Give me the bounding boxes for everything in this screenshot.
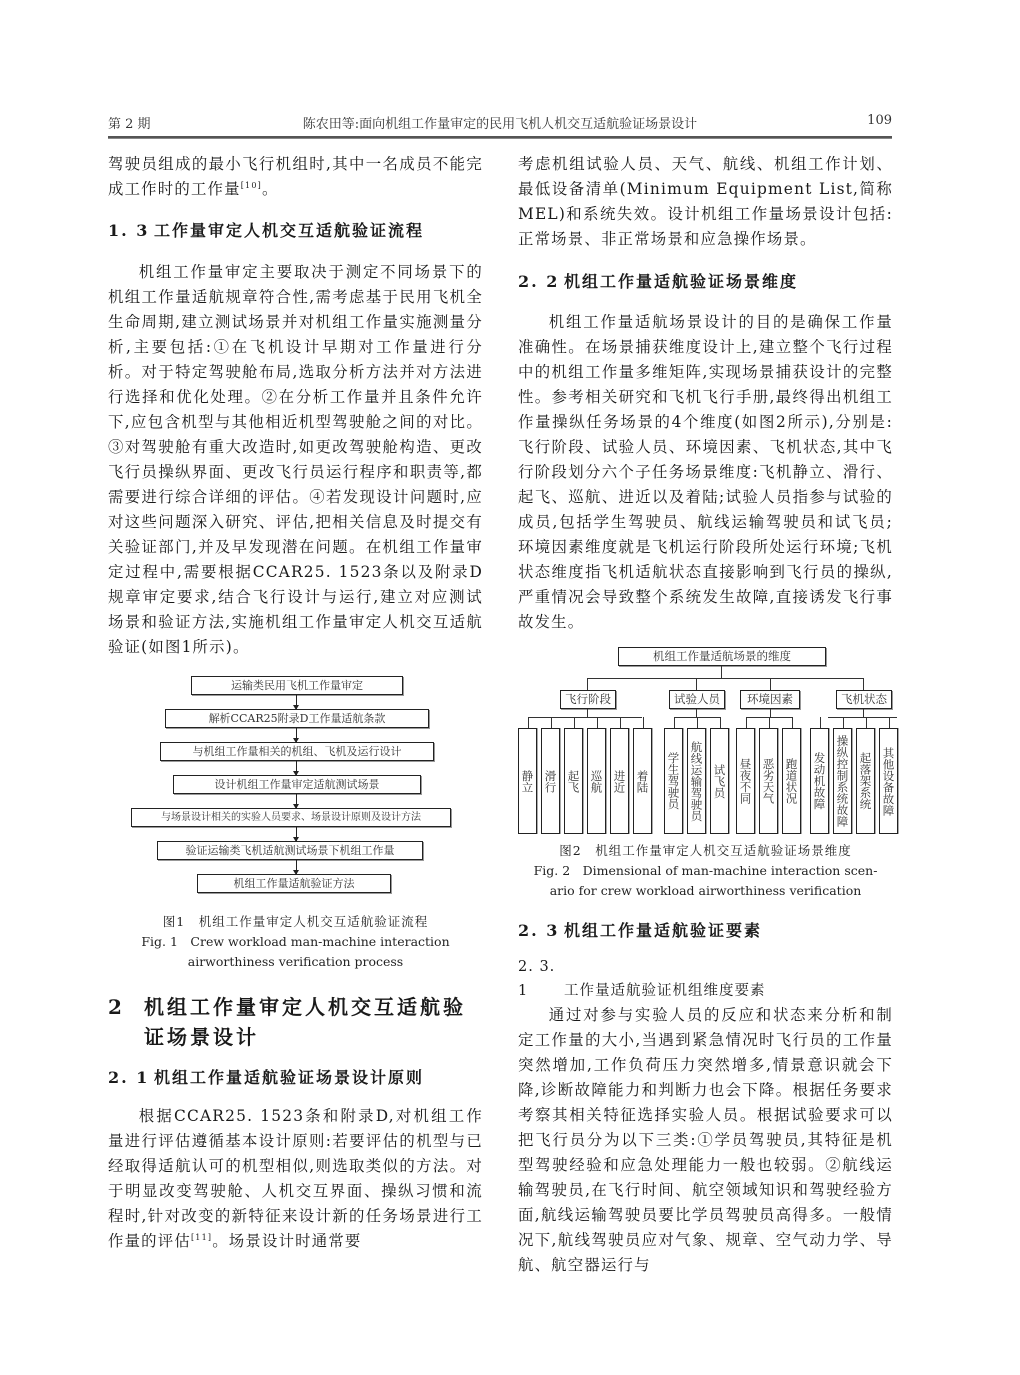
figure-2-tree-diagram bbox=[518, 647, 896, 839]
connector bbox=[587, 678, 863, 679]
tree-leaf bbox=[664, 728, 683, 834]
paragraph bbox=[108, 1104, 483, 1254]
citation: [10] bbox=[240, 181, 262, 190]
flow-arrow bbox=[296, 827, 297, 841]
section-title: 机组工作量适航验证场景设计原则 bbox=[154, 1068, 425, 1087]
running-header bbox=[108, 113, 892, 135]
section-heading-2-2 bbox=[518, 270, 893, 294]
connector bbox=[587, 709, 588, 717]
running-title: 陈农田等:面向机组工作量审定的民用飞机人机交互适航验证场景设计 bbox=[302, 117, 698, 132]
paragraph bbox=[108, 152, 483, 202]
connector bbox=[828, 717, 897, 718]
connector bbox=[696, 709, 697, 717]
page-number: 109 bbox=[867, 113, 892, 128]
connector bbox=[866, 717, 867, 728]
connector bbox=[746, 717, 747, 728]
tree-leaf-label: 滑行 bbox=[543, 769, 558, 793]
tree-leaf-label: 学生驾驶员 bbox=[666, 752, 681, 810]
tree-leaf bbox=[879, 728, 898, 834]
section-title: 工作量适航验证机组维度要素 bbox=[564, 983, 766, 999]
connector bbox=[820, 717, 821, 728]
tree-group-test-personnel: 试验人员 bbox=[669, 690, 725, 709]
connector bbox=[843, 717, 844, 728]
flow-arrow bbox=[296, 794, 297, 808]
tree-leaf-label: 其他设备故障 bbox=[881, 746, 896, 816]
paragraph-text: 根据CCAR25. 1523条和附录D,对机组工作量进行评估遵循基本设计原则:若要评估的机型与已经取得适航认可的机型相似,则选取类似的方法。对于明显改变驾驶舱、人机交互界面、操纵习惯和流程时,针对改变的新特征来设计新的任务场景进行工作量的评估 bbox=[108, 1107, 483, 1250]
flow-step-4: 设计机组工作量审定适航测试场景 bbox=[173, 775, 421, 794]
connector bbox=[597, 717, 598, 728]
section-title: 工作量审定人机交互适航验证流程 bbox=[154, 221, 425, 240]
paragraph: 通过对参与实验人员的反应和状态来分析和制定工作量的大小,当遇到紧急情况时飞行员的工作量突然增加,工作负荷压力突然增多,情景意识就会下降,诊断故障能力和判断力也会下降。根据任务要求考察其相关特征选择实验人员。根据试验要求可以把飞行员分为以下三类:①学员驾驶员,其特征是机型驾驶经验和应急处理能力一般也较弱。②航线运输驾驶员,在飞行时间、航空领域知识和驾驶经验方面,航线运输驾驶员要比学员驾驶员高得多。一般情况下,航线驾驶员应对气象、规章、空气动力学、导航、航空器运行与 bbox=[518, 1006, 893, 1274]
tree-leaf-label: 试飞员 bbox=[712, 763, 727, 799]
connector bbox=[620, 717, 621, 728]
flow-step-2: 解析CCAR25附录D工作量适航条款 bbox=[165, 709, 429, 728]
section-title: 机组工作量适航验证场景维度 bbox=[564, 272, 799, 291]
tree-leaf bbox=[782, 728, 801, 834]
tree-group-flight-phase: 飞行阶段 bbox=[560, 690, 616, 709]
issue-label: 第 2 期 bbox=[108, 117, 151, 132]
section-number: 2 bbox=[108, 995, 125, 1019]
section-title: 机组工作量适航验证要素 bbox=[564, 921, 763, 940]
connector bbox=[528, 717, 642, 718]
connector bbox=[863, 709, 864, 717]
paragraph-text: 。场景设计时通常要 bbox=[212, 1232, 362, 1250]
tree-leaf bbox=[736, 728, 755, 834]
tree-leaf bbox=[687, 728, 706, 834]
tree-leaf bbox=[518, 728, 537, 834]
paragraph-text: 。 bbox=[261, 180, 279, 198]
connector bbox=[674, 717, 675, 728]
caption-zh: 图2 机组工作量审定人机交互适航验证场景维度 bbox=[559, 843, 852, 858]
caption-en: Fig. 1 Crew workload man-machine interaction bbox=[141, 934, 450, 949]
section-number: 2. 3 bbox=[518, 921, 560, 940]
tree-leaf-label: 航线运输驾驶员 bbox=[689, 740, 704, 822]
connector bbox=[528, 717, 529, 728]
connector bbox=[720, 717, 721, 728]
figure-2-caption bbox=[518, 841, 893, 901]
connector bbox=[696, 678, 697, 690]
connector bbox=[770, 709, 771, 717]
tree-leaf bbox=[759, 728, 778, 834]
caption-en: ario for crew workload airworthiness verification bbox=[549, 883, 862, 898]
section-heading-2-1 bbox=[108, 1066, 483, 1090]
tree-leaf bbox=[564, 728, 583, 834]
flow-step-5: 与场景设计相关的实验人员要求、场景设计原则及设计方法 bbox=[131, 808, 451, 827]
flow-step-7: 机组工作量适航验证方法 bbox=[197, 874, 391, 893]
tree-leaf bbox=[541, 728, 560, 834]
connector bbox=[770, 678, 771, 690]
flow-step-3: 与机组工作量相关的机组、飞机及运行设计 bbox=[160, 742, 434, 761]
connector bbox=[889, 717, 890, 728]
flow-step-6: 验证运输类飞机适航测试场景下机组工作量 bbox=[157, 841, 423, 860]
figure-1-flowchart bbox=[108, 676, 483, 908]
tree-leaf-label: 巡航 bbox=[589, 769, 604, 793]
citation: [11] bbox=[190, 1233, 213, 1242]
tree-leaf-label: 操纵控制系统故障 bbox=[835, 735, 850, 827]
section-number: 1. 3 bbox=[108, 221, 150, 240]
flow-step-1: 运输类民用飞机工作量审定 bbox=[191, 676, 403, 695]
connector bbox=[769, 717, 770, 728]
tree-leaf-label: 进近 bbox=[612, 769, 627, 793]
tree-leaf bbox=[710, 728, 729, 834]
tree-leaf-label: 恶劣天气 bbox=[761, 758, 776, 804]
caption-zh: 图1 机组工作量审定人机交互适航验证流程 bbox=[162, 914, 429, 929]
connector bbox=[721, 666, 722, 678]
tree-group-aircraft-state: 飞机状态 bbox=[836, 690, 892, 709]
caption-en: Fig. 2 Dimensional of man-machine interaction scen- bbox=[533, 863, 878, 878]
tree-leaf bbox=[810, 728, 829, 834]
connector bbox=[747, 717, 793, 718]
section-number: 2. 3. 1 bbox=[518, 959, 556, 999]
tree-leaf bbox=[587, 728, 606, 834]
connector bbox=[643, 717, 644, 728]
left-column bbox=[108, 152, 483, 1254]
tree-root: 机组工作量适航场景的维度 bbox=[618, 647, 826, 666]
tree-leaf-label: 跑道状况 bbox=[784, 758, 799, 804]
flow-arrow bbox=[296, 860, 297, 874]
section-heading-2 bbox=[108, 992, 483, 1052]
tree-leaf bbox=[856, 728, 875, 834]
tree-leaf-label: 起落架系统 bbox=[858, 752, 873, 810]
paragraph: 考虑机组试验人员、天气、航线、机组工作计划、最低设备清单(Minimum Equipment List,简称 MEL)和系统失效。设计机组工作量场景设计包括:正常场景、非正常场景和应急操作场景。 bbox=[518, 155, 893, 248]
tree-leaf-label: 起飞 bbox=[566, 769, 581, 793]
connector bbox=[587, 678, 588, 690]
figure-1-caption bbox=[108, 912, 483, 972]
paragraph: 机组工作量适航场景设计的目的是确保工作量准确性。在场景捕获维度设计上,建立整个飞行过程中的机组工作量多维矩阵,实现场景捕获设计的完整性。参考相关研究和飞机飞行手册,最终得出机组工作量操纵任务场景的4个维度(如图2所示),分别是:飞行阶段、试验人员、环境因素、飞机状态,其中飞行阶段划分六个子任务场景维度:飞机静立、滑行、起飞、巡航、进近以及着陆;试验人员指参与试验的成员,包括学生驾驶员、航线运输驾驶员和试飞员;环境因素维度就是飞机运行阶段所处运行环境;飞机状态维度指飞机适航状态直接影响到飞行员的操纵,严重情况会导致整个系统发生故障,直接诱发飞行事故发生。 bbox=[518, 313, 893, 631]
section-heading-2-3 bbox=[518, 919, 893, 943]
connector bbox=[697, 717, 698, 728]
tree-leaf-label: 静立 bbox=[520, 769, 535, 793]
connector bbox=[863, 678, 864, 690]
section-number: 2. 2 bbox=[518, 272, 560, 291]
tree-leaf bbox=[633, 728, 652, 834]
tree-leaf bbox=[833, 728, 852, 834]
tree-leaf-label: 着陆 bbox=[635, 769, 650, 793]
flow-arrow bbox=[296, 695, 297, 709]
section-heading-1-3 bbox=[108, 219, 483, 243]
subsection-heading-2-3-1 bbox=[518, 955, 893, 1003]
tree-leaf bbox=[610, 728, 629, 834]
connector bbox=[551, 717, 552, 728]
section-number: 2. 1 bbox=[108, 1068, 150, 1087]
connector bbox=[574, 717, 575, 728]
tree-group-environment: 环境因素 bbox=[740, 690, 800, 709]
tree-leaf-label: 昼夜不同 bbox=[738, 758, 753, 804]
tree-leaf-label: 发动机故障 bbox=[812, 752, 827, 810]
right-column bbox=[518, 152, 896, 1278]
paragraph-text: 驾驶员组成的最小飞行机组时,其中一名成员不能完成工作时的工作量 bbox=[108, 155, 483, 198]
caption-en: airworthiness verification process bbox=[187, 954, 404, 969]
flow-arrow bbox=[296, 728, 297, 742]
section-title: 机组工作量审定人机交互适航验证场景设计 bbox=[144, 995, 466, 1049]
paragraph: 机组工作量审定主要取决于测定不同场景下的机组工作量适航规章符合性,需考虑基于民用飞机全生命周期,建立测试场景并对机组工作量实施测量分析,主要包括:①在飞机设计早期对工作量进行分析。对于特定驾驶舱布局,选取分析方法并对方法进行选择和优化处理。②在分析工作量并且条件允许下,应包含机型与其他相近机型驾驶舱之间的对比。③对驾驶舱有重大改造时,如更改驾驶舱构造、更改飞行员操纵界面、更改飞行员运行程序和职责等,都需要进行综合详细的评估。④若发现设计问题时,应对这些问题深入研究、评估,把相关信息及时提交有关验证部门,并及早发现潜在问题。在机组工作量审定过程中,需要根据CCAR25. 1523条以及附录D规章审定要求,结合飞行设计与运行,建立对应测试场景和验证方法,实施机组工作量审定人机交互适航验证(如图1所示)。 bbox=[108, 263, 483, 656]
flow-arrow bbox=[296, 761, 297, 775]
connector bbox=[792, 717, 793, 728]
header-rule bbox=[108, 136, 892, 139]
